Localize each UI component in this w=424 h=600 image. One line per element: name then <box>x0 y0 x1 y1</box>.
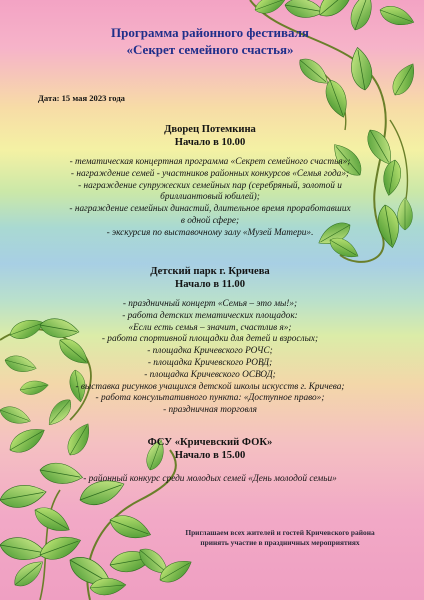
section-start-time: Начало в 10.00 <box>174 137 246 148</box>
list-item: - выставка рисунков учащихся детской школы искусств г. Кричева; <box>75 381 345 392</box>
page-title <box>60 24 360 58</box>
list-item: бриллиантовый юбилей); <box>160 192 260 203</box>
list-item: - награждение семейных династий, длительное время проработавших <box>69 204 351 215</box>
list-item: - награждение семей - участников районных конкурсов «Семья года»; <box>70 168 350 179</box>
footer-line-2: принять участие в праздничных мероприятиях <box>200 538 360 547</box>
list-item: - площадка Кричевского РОЧС; <box>147 346 273 357</box>
list-item: - районный конкурс среди молодых семей «День молодой семьи» <box>83 474 337 484</box>
footer-line-1: Приглашаем всех жителей и гостей Кричевского района <box>185 528 375 537</box>
section-items <box>40 299 380 417</box>
list-item: - работа спортивной площадки для детей и взрослых; <box>101 334 319 345</box>
section-start-time: Начало в 11.00 <box>175 279 245 290</box>
list-item: - работа консультативного пункта: «Доступное право»; <box>95 393 325 404</box>
section-park <box>40 265 380 417</box>
list-item: - праздничный концерт «Семья – это мы!»; <box>122 299 298 309</box>
title-line-1: Программа районного фестиваля <box>111 25 309 40</box>
list-item: - тематическая концертная программа «Секрет семейного счастья»; <box>69 157 351 167</box>
section-place: ФСУ «Кричевский ФОК» <box>147 437 273 448</box>
event-date: Дата: 15 мая 2023 года <box>38 93 125 103</box>
list-item: в одной сфере; <box>180 215 240 226</box>
section-items <box>40 474 380 486</box>
section-fok <box>40 436 380 486</box>
list-item: - площадка Кричевского ОСВОД; <box>144 369 276 380</box>
section-items <box>40 157 380 240</box>
list-item: «Если есть семья – значит, счастлив я»; <box>128 322 292 333</box>
list-item: - площадка Кричевского РОВД; <box>147 357 273 368</box>
section-place: Детский парк г. Кричева <box>150 266 270 277</box>
section-start-time: Начало в 15.00 <box>174 450 246 461</box>
list-item: - работа детских тематических площадок: <box>122 310 298 321</box>
section-place: Дворец Потемкина <box>164 124 256 135</box>
list-item: - экскурсия по выставочному залу «Музей Матери». <box>106 227 314 238</box>
list-item: - награждение супружеских семейных пар (серебряный, золотой и <box>78 180 342 191</box>
title-line-2: «Секрет семейного счастья» <box>126 42 294 57</box>
list-item: - праздничная торговля <box>163 405 257 416</box>
section-palace <box>40 123 380 240</box>
invitation-footer <box>160 528 400 548</box>
